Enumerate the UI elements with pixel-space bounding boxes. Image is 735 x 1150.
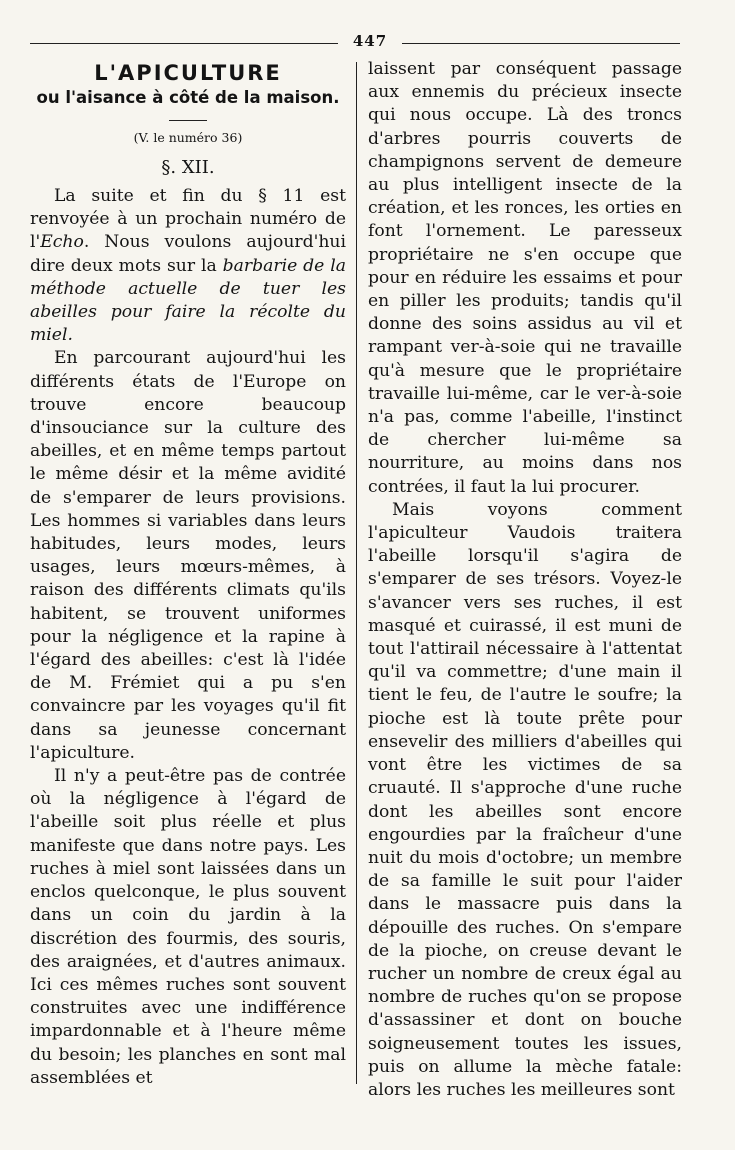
page-number: 447: [352, 32, 388, 50]
title-rule: [169, 120, 207, 121]
italic-emphasis: barbarie de la méthode actuelle de tuer les abeilles pour faire la récolte du miel.: [30, 255, 346, 346]
paragraph: En parcourant aujourd'hui les différents états de l'Europe on trouve encore beaucoup d'insouciance sur la culture des abeilles, et en même temps partout le même désir et la même avidité de s'emparer de leurs provisions. Les hommes si variables dans leurs habitudes, leurs modes, leurs usages, leurs mœurs-mêmes, à raison des différents climats qu'ils habitent, se trouvent uniformes pour la négligence et la rapine à l'égard des abeilles: c'est là l'idée de M. Frémiet qui a pu s'en convaincre par les voyages qu'il fit dans sa jeunesse concernant l'apiculture.: [30, 348, 346, 763]
column-divider: [356, 62, 357, 1084]
paragraph: Il n'y a peut-être pas de contrée où la négligence à l'égard de l'abeille soit plus réelle et plus manifeste que dans notre pays. Les ruches à miel sont laissées dans un enclos quelconque, le plus souvent dans un coin du jardin à la discrétion des fourmis, des souris, des araignées, et d'autres animaux. Ici ces mêmes ruches sont souvent construites avec une indifférence impardonnable et à l'heure même du besoin; les planches en sont mal assemblées et: [30, 766, 346, 1088]
page-header: [30, 33, 680, 53]
paragraph-text: La suite et fin du § 11 est renvoyée à un prochain numéro de l': [30, 186, 346, 253]
paragraph: [30, 185, 346, 347]
header-rule-right: [402, 43, 680, 44]
paragraph-text: . Nous voulons aujourd'hui dire deux mots sur la: [30, 232, 346, 276]
article-title: L'APICULTURE: [94, 61, 282, 85]
issue-reference: (V. le numéro 36): [133, 130, 243, 145]
echo-journal-name: Echo: [40, 232, 84, 253]
left-column: [30, 58, 346, 1090]
header-rule-left: [30, 43, 338, 44]
article-subtitle: ou l'aisance à côté de la maison.: [36, 88, 340, 107]
right-column: [368, 58, 682, 1102]
section-heading: §. XII.: [161, 157, 215, 178]
paragraph-continued: laissent par conséquent passage aux ennemis du précieux insecte qui nous occupe. Là des troncs d'arbres pourris couverts de champignons servent de demeure au plus intelligent insecte de la création, et les ronces, les orties en font l'ornement. Le paresseux propriétaire ne s'en occupe que pour en réduire les essaims et pour en piller les produits; tandis qu'il donne des soins assidus au vil et rampant ver-à-soie qui ne travaille qu'à mesure que le propriétaire travaille lui-même, car le ver-à-soie n'a pas, comme l'abeille, l'instinct de chercher lui-même sa nourriture, au moins dans nos contrées, il faut la lui procurer.: [368, 59, 682, 497]
paragraph: Mais voyons comment l'apiculteur Vaudois traitera l'abeille lorsqu'il s'agira de s'emparer de ses trésors. Voyez-le s'avancer vers ses ruches, il est masqué et cuirassé, il est muni de tout l'attirail nécessaire à l'attentat qu'il va commettre; d'une main il tient le feu, de l'autre le soufre; la pioche est là toute prête pour ensevelir des milliers d'abeilles qui vont être les victimes de sa cruauté. Il s'approche d'une ruche dont les abeilles sont encore engourdies par la fraîcheur d'une nuit du mois d'octobre; un membre de sa famille le suit pour l'aider dans le massacre puis dans la dépouille des ruches. On s'empare de la pioche, on creuse devant le rucher un nombre de creux égal au nombre de ruches qu'on se propose d'assassiner et dont on bouche soigneusement toutes les issues, puis on allume la mèche fatale: alors les ruches les meilleures sont: [368, 499, 682, 1100]
